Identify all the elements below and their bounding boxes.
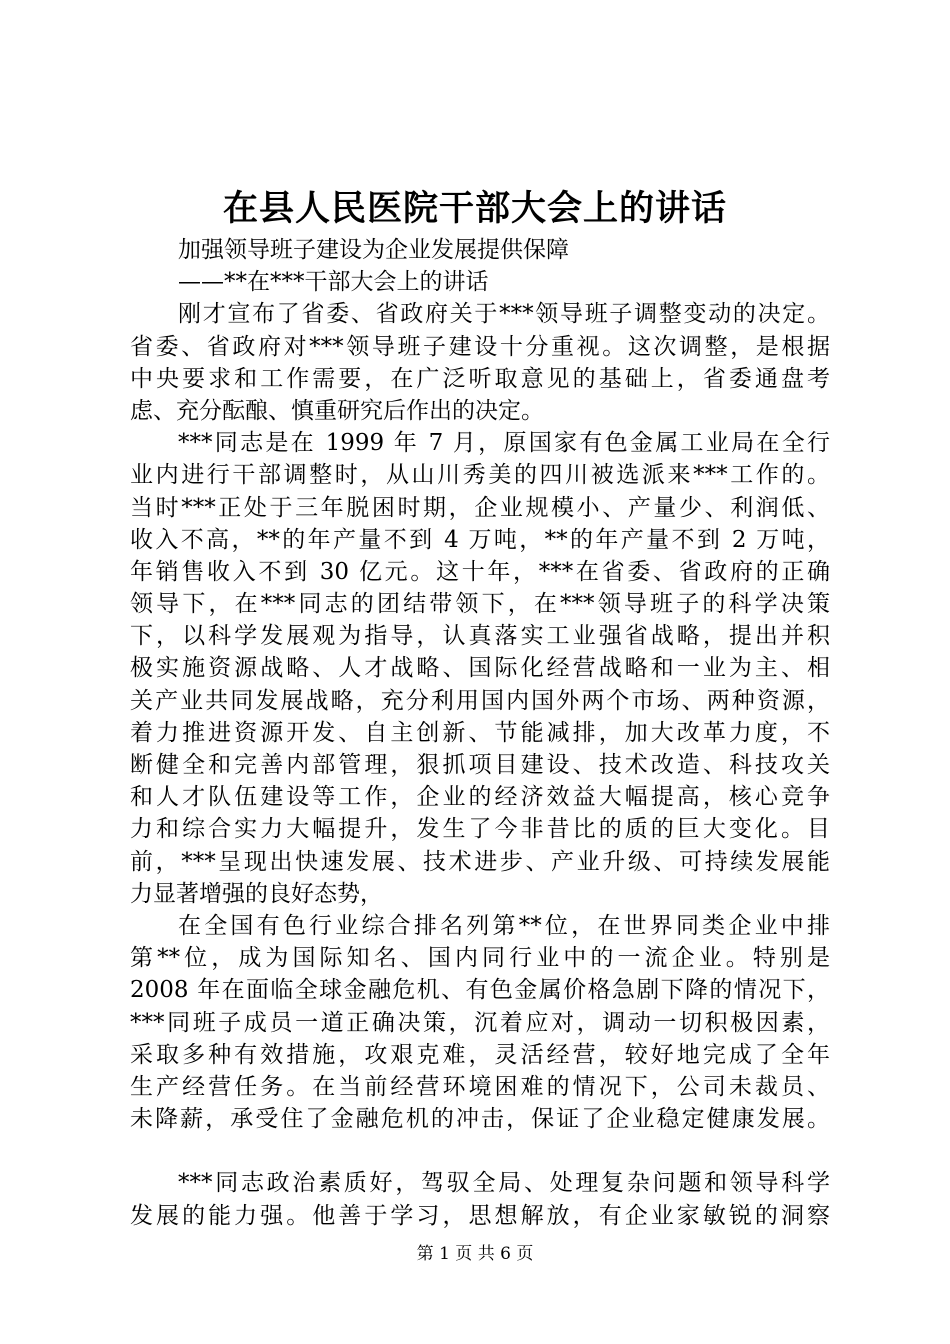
paragraph-line: 领导下，在***同志的团结带领下，在***领导班子的科学决策 (130, 591, 830, 618)
document-body (130, 234, 830, 1232)
paragraph-line: 第**位，成为国际知名、国内同行业中的一流企业。特别是 (130, 945, 830, 972)
paragraph-line: 2008 年在面临全球金融危机、有色金属价格急剧下降的情况下， (130, 977, 830, 1004)
paragraph-line: 收入不高，**的年产量不到 4 万吨，**的年产量不到 2 万吨， (130, 526, 830, 553)
paragraph-line: 当时***正处于三年脱困时期，企业规模小、产量少、利润低、 (130, 494, 830, 521)
paragraph-line: 力显著增强的良好态势， (130, 880, 383, 907)
paragraph-line: 前，***呈现出快速发展、技术进步、产业升级、可持续发展能 (130, 848, 830, 875)
document-title: 在县人民医院干部大会上的讲话 (222, 188, 727, 229)
paragraph-line: 在全国有色行业综合排名列第**位，在世界同类企业中排 (178, 912, 830, 939)
subtitle-line: 加强领导班子建设为企业发展提供保障 (178, 237, 569, 263)
paragraph-line: 中央要求和工作需要，在广泛听取意见的基础上，省委通盘考 (130, 365, 830, 392)
paragraph-line: 刚才宣布了省委、省政府关于***领导班子调整变动的决定。 (178, 301, 830, 328)
page-footer: 第 1 页 共 6 页 (416, 1244, 534, 1264)
paragraph-line: 省委、省政府对***领导班子建设十分重视。这次调整，是根据 (130, 333, 830, 360)
paragraph-line: 生产经营任务。在当前经营环境困难的情况下，公司未裁员、 (130, 1073, 830, 1100)
paragraph-line: 着力推进资源开发、自主创新、节能减排，加大改革力度，不 (130, 719, 830, 746)
paragraph-line: 未降薪，承受住了金融危机的冲击，保证了企业稳定健康发展。 (130, 1106, 830, 1133)
paragraph-line: ***同班子成员一道正确决策，沉着应对，调动一切积极因素， (130, 1009, 830, 1036)
paragraph-line: 下，以科学发展观为指导，认真落实工业强省战略，提出并积 (130, 623, 830, 650)
subtitle-line: ——**在***干部大会上的讲话 (178, 269, 489, 296)
paragraph-line: ***同志政治素质好，驾驭全局、处理复杂问题和领导科学 (178, 1170, 830, 1197)
paragraph-line: 断健全和完善内部管理，狠抓项目建设、技术改造、科技攻关 (130, 752, 830, 778)
paragraph-line: 和人才队伍建设等工作，企业的经济效益大幅提高，核心竞争 (130, 784, 830, 811)
blank-line (130, 1135, 830, 1167)
paragraph-line: ***同志是在 1999 年 7 月，原国家有色金属工业局在全行 (178, 430, 830, 457)
paragraph-line: 采取多种有效措施，攻艰克难，灵活经营，较好地完成了全年 (130, 1041, 830, 1068)
paragraph-line: 年销售收入不到 30 亿元。这十年，***在省委、省政府的正确 (130, 558, 830, 585)
paragraph-line: 虑、充分酝酿、慎重研究后作出的决定。 (130, 397, 544, 424)
paragraph-line: 力和综合实力大幅提升，发生了今非昔比的质的巨大变化。目 (130, 816, 830, 843)
paragraph-line: 关产业共同发展战略，充分利用国内国外两个市场、两种资源， (130, 687, 830, 714)
paragraph-line: 发展的能力强。他善于学习，思想解放，有企业家敏锐的洞察 (130, 1202, 830, 1229)
paragraph-line: 业内进行干部调整时，从山川秀美的四川被选派来***工作的。 (130, 462, 830, 489)
paragraph-line: 极实施资源战略、人才战略、国际化经营战略和一业为主、相 (130, 655, 830, 682)
